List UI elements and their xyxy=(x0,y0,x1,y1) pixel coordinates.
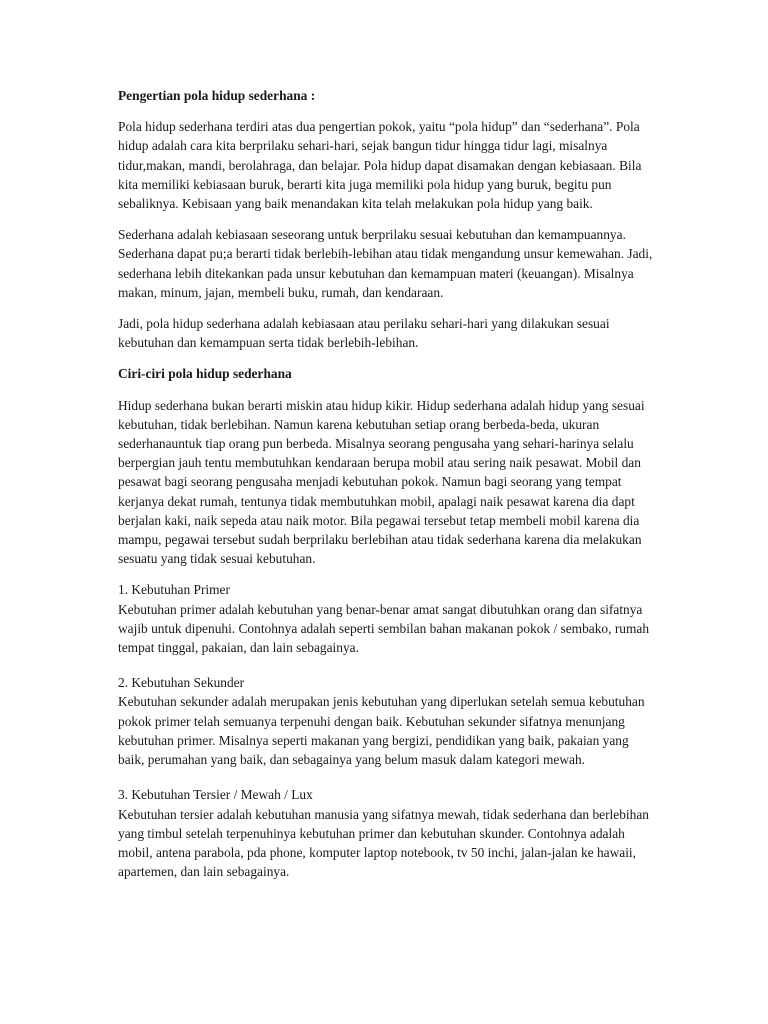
section-title: 2. Kebutuhan Sekunder xyxy=(118,675,245,691)
paragraph-sederhana: Sederhana adalah kebiasaan seseorang untuk berprilaku sesuai kebutuhan dan kemampuannya. Sederhana dapat pu;a berarti tidak berlebih-lebihan atau tidak mengandung unsur kemewahan. Jadi, sederhana lebih ditekankan pada unsur kebutuhan dan kemampuan materi (keuangan). Misalnya makan, minum, jajan, membeli buku, rumah, dan kendaraan. xyxy=(118,227,653,300)
heading-ciri-ciri: Ciri-ciri pola hidup sederhana xyxy=(118,366,292,382)
section-kebutuhan-sekunder xyxy=(118,673,658,769)
paragraph-kesimpulan: Jadi, pola hidup sederhana adalah kebiasaan atau perilaku sehari-hari yang dilakukan sesuai kebutuhan dan kemampuan serta tidak berlebih-lebihan. xyxy=(118,316,610,351)
heading-pengertian: Pengertian pola hidup sederhana : xyxy=(118,88,316,103)
section-body: Kebutuhan primer adalah kebutuhan yang benar-benar amat sangat dibutuhkan orang dan sifatnya wajib untuk dipenuhi. Contohnya adalah seperti sembilan bahan makanan pokok / sembako, rumah tempat tinggal, pakaian, dan lain sebagainya. xyxy=(118,601,650,656)
section-kebutuhan-tersier xyxy=(118,785,658,881)
section-title: 1. Kebutuhan Primer xyxy=(118,582,230,598)
section-body: Kebutuhan sekunder adalah merupakan jenis kebutuhan yang diperlukan setelah semua kebutuhan pokok primer telah semuanya terpenuhi dengan baik. Kebutuhan sekunder sifatnya menunjang kebutuhan primer. Misalnya seperti makanan yang bergizi, pendidikan yang baik, pakaian yang baik, perumahan yang baik, dan sebagainya yang belum masuk dalam kategori mewah. xyxy=(118,694,645,768)
section-title: 3. Kebutuhan Tersier / Mewah / Lux xyxy=(118,787,313,803)
paragraph-pola-hidup: Pola hidup sederhana terdiri atas dua pengertian pokok, yaitu “pola hidup” dan “sederhana”. Pola hidup adalah cara kita berprilaku sehari-hari, sejak bangun tidur hingga tidur lagi, misalnya tidur,makan, mandi, berolahraga, dan belajar. Pola hidup dapat disamakan dengan kebiasaan. Bila kita memiliki kebiasaan buruk, berarti kita juga memiliki pola hidup yang buruk, begitu pun sebaliknya. Kebisaan yang baik menandakan kita telah melakukan pola hidup yang baik. xyxy=(118,119,642,212)
section-body: Kebutuhan tersier adalah kebutuhan manusia yang sifatnya mewah, tidak sederhana dan berlebihan yang timbul setelah terpenuhinya kebutuhan primer dan kebutuhan skunder. Contohnya adalah mobil, antena parabola, pda phone, komputer laptop notebook, tv 50 inchi, jalan-jalan ke hawaii, apartemen, dan lain sebagainya. xyxy=(118,806,649,880)
paragraph-ciri-ciri: Hidup sederhana bukan berarti miskin atau hidup kikir. Hidup sederhana adalah hidup yang sesuai kebutuhan, tidak berlebihan. Namun karena kebutuhan setiap orang berbeda-beda, ukuran sederhanauntuk tiap orang pun berbeda. Misalnya seorang pengusaha yang sehari-harinya selalu berpergian jauh tentu membutuhkan kendaraan berupa mobil atau sering naik pesawat. Mobil dan pesawat bagi seorang pengusaha menjadi kebutuhan pokok. Namun bagi seorang yang tempat kerjanya dekat rumah, tentunya tidak membutuhkan mobil, apalagi naik pesawat karena dia dapt berjalan kaki, naik sepeda atau naik motor. Bila pegawai tersebut tetap membeli mobil karena dia mampu, pegawai tersebut sudah berprilaku berlebihan atau tidak sederhana karena dia melakukan sesuatu yang tidak sesuai kebutuhan. xyxy=(118,397,645,567)
section-kebutuhan-primer xyxy=(118,580,658,657)
document-page xyxy=(118,86,658,897)
